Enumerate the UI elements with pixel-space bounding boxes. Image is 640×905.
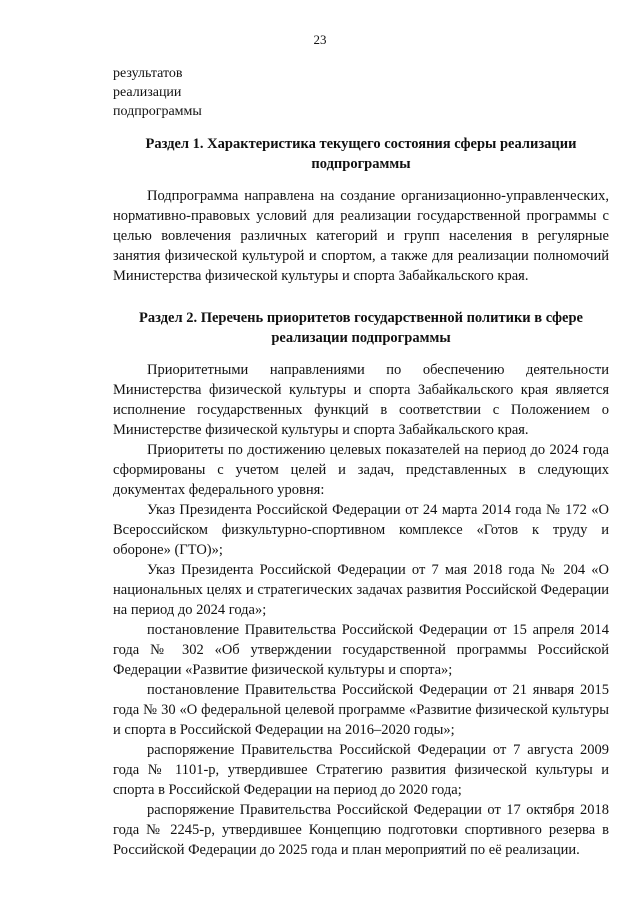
fragment-line: подпрограммы [113,104,202,119]
paragraph: Приоритеты по достижению целевых показателей на период до 2024 года сформированы с учетом целей и задач, представленных в следующих документах федерального уровня: [113,442,609,498]
list-item-document: постановление Правительства Российской Федерации от 21 января 2015 года № 30 «О федеральной целевой программе «Развитие физической культуры и спорта в Российской Федерации на 2016–2020 годы»; [113,682,609,738]
paragraph: Приоритетными направлениями по обеспечению деятельности Министерства физической культуры и спорта Забайкальского края является исполнение государственных функций в соответствии с Положением о Министерстве физической культуры и спорта Забайкальского края. [113,362,609,438]
list-item-document: распоряжение Правительства Российской Федерации от 7 августа 2009 года № 1101-р, утвердившее Стратегию развития физической культуры и спорта в Российской Федерации на период до 2020 года; [113,742,609,798]
list-item-document: Указ Президента Российской Федерации от 7 мая 2018 года № 204 «О национальных целях и стратегических задачах развития Российской Федерации на период до 2024 года»; [113,562,609,618]
section-2-heading: Раздел 2. Перечень приоритетов государственной политики в сфере реализации подпрограммы [139,310,583,346]
fragment-line: реализации [113,85,182,100]
list-item-document: постановление Правительства Российской Федерации от 15 апреля 2014 года № 302 «Об утверждении государственной программы Российской Федерации «Развитие физической культуры и спорта»; [113,622,609,678]
section-1-body [113,186,609,286]
fragment-line: результатов [113,66,183,81]
table-fragment-continuation [113,64,202,121]
paragraph: Подпрограмма направлена на создание организационно-управленческих, нормативно-правовых условий для реализации государственной программы с целью вовлечения различных категорий и групп населения в регулярные занятия физической культурой и спортом, а также для реализации полномочий Министерства физической культуры и спорта Забайкальского края. [113,188,609,284]
page-number: 23 [313,32,327,47]
section-1-heading: Раздел 1. Характеристика текущего состояния сферы реализации подпрограммы [145,136,577,172]
list-item-document: Указ Президента Российской Федерации от 24 марта 2014 года № 172 «О Всероссийском физкультурно-спортивном комплексе «Готов к труду и обороне» (ГТО)»; [113,502,609,558]
section-2-body [113,360,609,860]
list-item-document: распоряжение Правительства Российской Федерации от 17 октября 2018 года № 2245-р, утвердившее Концепцию подготовки спортивного резерва в Российской Федерации до 2025 года и план мероприятий по её реализации. [113,802,609,858]
